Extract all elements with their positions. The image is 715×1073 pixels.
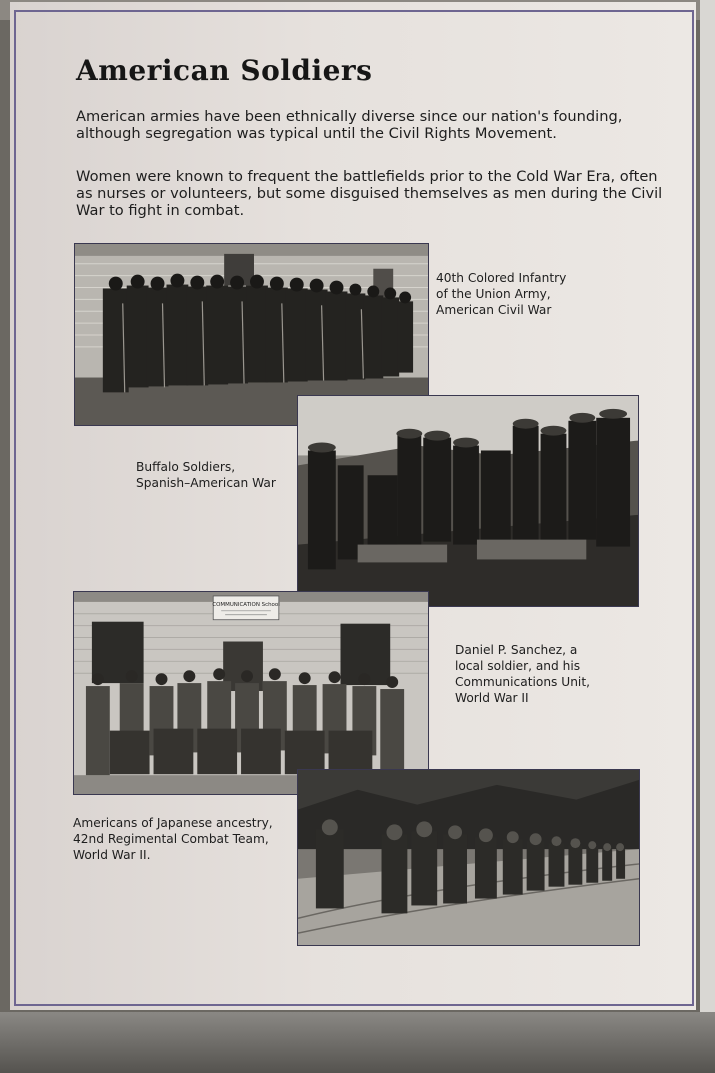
caption-line: 42nd Regimental Combat Team,: [73, 832, 269, 846]
photo-communications-unit: [73, 591, 429, 795]
caption-japanese-american-soldiers: [73, 815, 273, 863]
intro-paragraph-diversity: American armies have been ethnically diverse since our nation's founding, although segregation was typical until the Civil Rights Movement.: [76, 108, 623, 142]
caption-line: Americans of Japanese ancestry,: [73, 816, 273, 830]
caption-civil-war-infantry: [436, 270, 566, 318]
caption-line: 40th Colored Infantry: [436, 271, 567, 285]
photo-buffalo-soldiers: [297, 395, 639, 607]
caption-line: World War II: [455, 691, 529, 705]
photo-japanese-american-soldiers: [297, 769, 640, 946]
floor-backdrop: [0, 1012, 715, 1073]
caption-line: Spanish–American War: [136, 476, 276, 490]
japanese-american-soldiers-photo-illustration: [298, 770, 639, 945]
panel-title: American Soldiers: [76, 54, 373, 87]
caption-line: American Civil War: [436, 303, 552, 317]
communications-unit-photo-illustration: [74, 592, 428, 794]
buffalo-soldiers-photo-illustration: [298, 396, 638, 606]
caption-line: Communications Unit,: [455, 675, 590, 689]
caption-communications-unit: [455, 642, 590, 706]
caption-line: Buffalo Soldiers,: [136, 460, 236, 474]
intro-paragraph-women: Women were known to frequent the battlefields prior to the Cold War Era, often as nurses or volunteers, but some disguised themselves as men during the Civil War to fight in combat.: [76, 168, 663, 219]
caption-line: Daniel P. Sanchez, a: [455, 643, 578, 657]
communication-school-sign: COMMUNICATION School: [212, 601, 280, 608]
caption-line: World War II.: [73, 848, 151, 862]
caption-line: local soldier, and his: [455, 659, 581, 673]
caption-buffalo-soldiers: [136, 459, 276, 491]
wall-backdrop-right: [700, 0, 715, 1073]
caption-line: of the Union Army,: [436, 287, 551, 301]
